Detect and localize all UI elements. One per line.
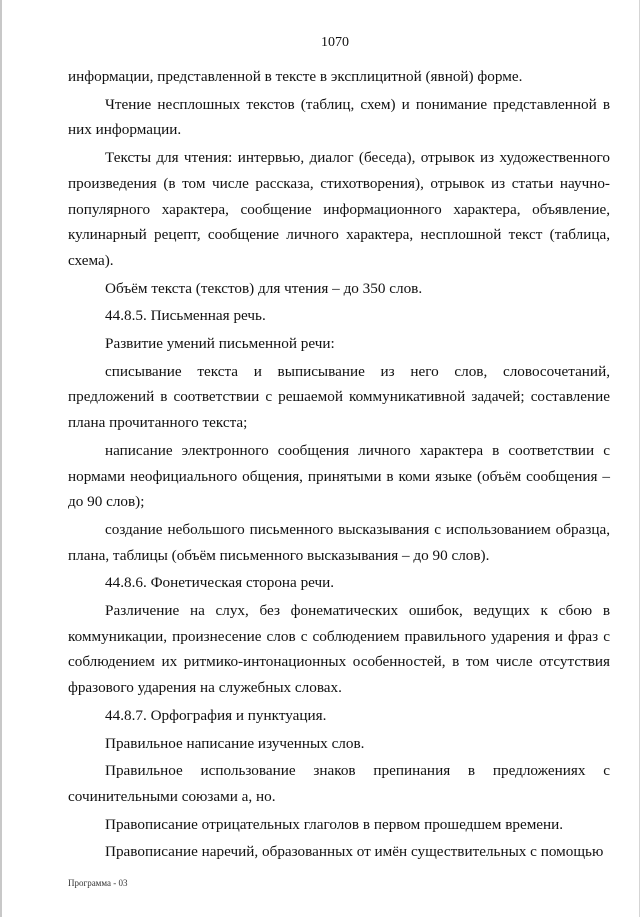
paragraph: списывание текста и выписывание из него слов, словосочетаний, предложений в соответствии с решаемой коммуникативной задачей; составление плана прочитанного текста; (68, 362, 610, 432)
section-heading: 44.8.6. Фонетическая сторона речи. (105, 574, 335, 592)
paragraph: Правописание отрицательных глаголов в первом прошедшем времени. (105, 815, 564, 833)
footer-program-label: Программа - 03 (68, 878, 128, 888)
paragraph: написание электронного сообщения личного характера в соответствии с нормами неофициального общения, принятыми в коми языке (объём сообщения – до 90 слов); (68, 441, 610, 511)
section-heading: 44.8.5. Письменная речь. (105, 307, 266, 325)
paragraph: создание небольшого письменного высказывания с использованием образца, плана, таблицы (объём письменного высказывания – до 90 слов). (68, 520, 610, 564)
paragraph: Различение на слух, без фонематических ошибок, ведущих к сбою в коммуникации, произнесение слов с соблюдением правильного ударения и фраз с соблюдением их ритмико-интонационных особенностей, в том числе отсутствия фразового ударения на служебных словах. (68, 602, 610, 697)
section-heading: 44.8.7. Орфография и пунктуация. (105, 706, 327, 724)
paragraph: Объём текста (текстов) для чтения – до 350 слов. (105, 279, 423, 297)
paragraph: информации, представленной в тексте в эксплицитной (явной) форме. (68, 68, 523, 85)
paragraph: Правильное использование знаков препинания в предложениях с сочинительными союзами а, но. (68, 762, 610, 805)
paragraph: Тексты для чтения: интервью, диалог (беседа), отрывок из художественного произведения (в том числе рассказа, стихотворения), отрывок из статьи научно-популярного характера, сообщение информационного характера, объявление, кулинарный рецепт, сообщение личного характера, несплошной текст (таблица, схема). (68, 149, 610, 269)
paragraph: Правописание наречий, образованных от имён существительных с помощью (105, 843, 604, 861)
paragraph: Правильное написание изученных слов. (105, 734, 365, 752)
document-body (68, 64, 610, 865)
page-number: 1070 (321, 35, 349, 50)
scan-edge-left (0, 0, 2, 917)
paragraph: Чтение несплошных текстов (таблиц, схем) и понимание представленной в них информации. (68, 95, 610, 139)
paragraph: Развитие умений письменной речи: (105, 335, 335, 353)
